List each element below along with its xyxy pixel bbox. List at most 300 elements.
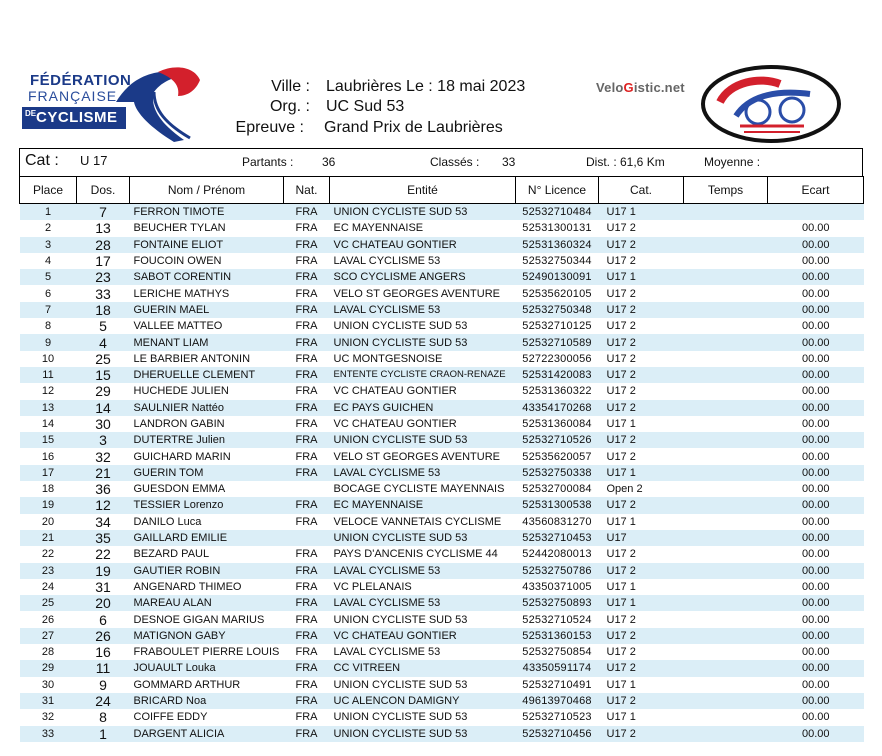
nat-cell: FRA bbox=[284, 693, 330, 709]
cat-cell: U17 1 bbox=[599, 595, 684, 611]
entite-cell: EC MAYENNAISE bbox=[330, 497, 516, 513]
cat-cell: U17 1 bbox=[606, 580, 636, 593]
name-cell: DESNOE GIGAN MARIUS bbox=[133, 613, 265, 626]
licence-cell: 52531360153 bbox=[516, 628, 599, 644]
nat-cell: FRA bbox=[284, 563, 330, 579]
cat-cell: U17 2 bbox=[599, 367, 684, 383]
ffc-logo bbox=[22, 62, 208, 144]
table-row bbox=[20, 334, 864, 350]
entite-cell: UNION CYCLISTE SUD 53 bbox=[330, 726, 516, 742]
table-row bbox=[20, 383, 864, 399]
nat-cell bbox=[284, 481, 330, 497]
name-cell: ANGENARD THIMEO bbox=[133, 580, 242, 593]
nat-cell: FRA bbox=[295, 418, 318, 430]
ecart-cell: 00.00 bbox=[768, 465, 864, 481]
entite-cell: UNION CYCLISTE SUD 53 bbox=[333, 711, 468, 724]
licence-cell: 52531360084 bbox=[522, 418, 592, 430]
temps-cell bbox=[684, 709, 768, 725]
entite-cell: SCO CYCLISME ANGERS bbox=[330, 269, 516, 285]
licence-cell: 52532750344 bbox=[522, 255, 592, 268]
entite-cell: UNION CYCLISTE SUD 53 bbox=[333, 320, 468, 333]
entite-cell: VC CHATEAU GONTIER bbox=[330, 628, 516, 644]
temps-cell bbox=[684, 383, 768, 399]
summary-bar bbox=[19, 148, 863, 176]
place-cell: 33 bbox=[20, 726, 77, 742]
epreuve-value: Grand Prix de Laubrières bbox=[324, 119, 503, 136]
cat-cell: U17 2 bbox=[599, 334, 684, 350]
place-cell: 13 bbox=[20, 400, 77, 416]
temps-cell bbox=[684, 220, 768, 236]
cat-cell: U17 2 bbox=[606, 255, 636, 268]
ecart-cell: 00.00 bbox=[768, 726, 864, 742]
results-table bbox=[19, 176, 864, 742]
cat-cell: U17 2 bbox=[606, 352, 636, 365]
ffc-swoosh-icon bbox=[114, 62, 210, 144]
ecart-cell: 00.00 bbox=[801, 548, 830, 561]
temps-cell bbox=[684, 546, 768, 562]
col-header-nom: Nom / Prénom bbox=[130, 177, 284, 204]
name-cell: SAULNIER Nattéo bbox=[130, 400, 284, 416]
table-row bbox=[20, 416, 864, 432]
name-cell: FERRON TIMOTE bbox=[130, 204, 284, 221]
dossard-cell: 31 bbox=[95, 578, 111, 595]
table-row bbox=[20, 595, 864, 611]
licence-cell: 52532750786 bbox=[516, 563, 599, 579]
name-cell: VALLEE MATTEO bbox=[133, 320, 223, 333]
dossard-cell: 26 bbox=[77, 628, 130, 644]
distance: Dist. : 61,6 Km bbox=[586, 155, 665, 169]
ecart-cell bbox=[768, 204, 864, 221]
entite-cell: LAVAL CYCLISME 53 bbox=[330, 563, 516, 579]
nat-cell: FRA bbox=[295, 255, 318, 268]
table-row bbox=[20, 302, 864, 318]
name-cell: HUCHEDE JULIEN bbox=[133, 385, 229, 398]
nat-cell: FRA bbox=[295, 711, 318, 724]
table-row bbox=[20, 204, 864, 221]
temps-cell bbox=[684, 497, 768, 513]
entite-cell: UNION CYCLISTE SUD 53 bbox=[330, 530, 516, 546]
entite-cell: UNION CYCLISTE SUD 53 bbox=[330, 334, 516, 350]
temps-cell bbox=[684, 432, 768, 448]
entite-cell: ENTENTE CYCLISTE CRAON-RENAZE bbox=[330, 367, 516, 383]
ecart-cell: 00.00 bbox=[801, 711, 830, 724]
place-cell: 14 bbox=[41, 418, 55, 430]
table-row bbox=[20, 530, 864, 546]
entite-cell: LAVAL CYCLISME 53 bbox=[330, 465, 516, 481]
nat-cell: FRA bbox=[295, 385, 318, 398]
velogistic-logo bbox=[596, 80, 685, 95]
entite-cell: VELO ST GEORGES AVENTURE bbox=[333, 287, 500, 300]
nat-cell: FRA bbox=[295, 287, 318, 300]
licence-cell: 52531300538 bbox=[516, 497, 599, 513]
name-cell: DARGENT ALICIA bbox=[130, 726, 284, 742]
table-row bbox=[20, 726, 864, 742]
ecart-cell: 00.00 bbox=[801, 450, 830, 463]
table-row bbox=[20, 448, 864, 464]
entite-cell: UNION CYCLISTE SUD 53 bbox=[333, 613, 468, 626]
nat-cell: FRA bbox=[284, 660, 330, 676]
cat-cell: U17 2 bbox=[599, 628, 684, 644]
place-cell: 4 bbox=[44, 255, 52, 268]
partants-label: Partants : bbox=[242, 155, 294, 169]
name-cell: MATIGNON GABY bbox=[130, 628, 284, 644]
name-cell: GAUTIER ROBIN bbox=[130, 563, 284, 579]
ecart-cell: 00.00 bbox=[768, 530, 864, 546]
place-cell: 9 bbox=[20, 334, 77, 350]
temps-cell bbox=[684, 677, 768, 693]
ecart-cell: 00.00 bbox=[768, 400, 864, 416]
ffc-logo-line1: FÉDÉRATION bbox=[30, 72, 132, 89]
dossard-cell: 25 bbox=[95, 350, 111, 367]
place-cell: 8 bbox=[44, 320, 52, 333]
nat-cell: FRA bbox=[284, 204, 330, 221]
dossard-cell: 15 bbox=[77, 367, 130, 383]
place-cell: 32 bbox=[41, 711, 55, 724]
nat-cell: FRA bbox=[295, 678, 318, 691]
ecart-cell: 00.00 bbox=[801, 352, 830, 365]
name-cell: BEZARD PAUL bbox=[133, 548, 210, 561]
entite-cell: LAVAL CYCLISME 53 bbox=[333, 255, 441, 268]
dossard-cell: 3 bbox=[77, 432, 130, 448]
place-cell: 27 bbox=[20, 628, 77, 644]
table-row bbox=[20, 237, 864, 253]
dossard-cell: 16 bbox=[95, 644, 111, 661]
licence-cell: 43354170268 bbox=[516, 400, 599, 416]
entite-cell: UNION CYCLISTE SUD 53 bbox=[330, 204, 516, 221]
temps-cell bbox=[684, 579, 768, 595]
ecart-cell: 00.00 bbox=[768, 302, 864, 318]
table-header-row bbox=[20, 177, 864, 204]
place-cell: 29 bbox=[20, 660, 77, 676]
licence-cell: 52531420083 bbox=[516, 367, 599, 383]
dossard-cell: 22 bbox=[95, 546, 111, 563]
licence-cell: 43350371005 bbox=[522, 580, 592, 593]
nat-cell: FRA bbox=[284, 302, 330, 318]
licence-cell: 52532710589 bbox=[516, 334, 599, 350]
dossard-cell: 17 bbox=[95, 253, 111, 270]
place-cell: 25 bbox=[20, 595, 77, 611]
org-value: UC Sud 53 bbox=[326, 98, 405, 115]
dossard-cell: 34 bbox=[95, 513, 111, 530]
dossard-cell: 35 bbox=[77, 530, 130, 546]
entite-cell: CC VITREEN bbox=[330, 660, 516, 676]
ecart-cell: 00.00 bbox=[768, 693, 864, 709]
licence-cell: 52532750893 bbox=[516, 595, 599, 611]
col-header-nat: Nat. bbox=[284, 177, 330, 204]
place-cell: 30 bbox=[41, 678, 55, 691]
name-cell: FOUCOIN OWEN bbox=[133, 255, 222, 268]
licence-cell: 52531300131 bbox=[522, 222, 592, 235]
ffc-logo-line3: CYCLISME bbox=[36, 109, 118, 126]
nat-cell: FRA bbox=[295, 646, 318, 659]
entite-cell: UC ALENCON DAMIGNY bbox=[330, 693, 516, 709]
table-row bbox=[20, 709, 864, 725]
nat-cell: FRA bbox=[284, 432, 330, 448]
licence-cell: 52532710523 bbox=[522, 711, 592, 724]
licence-cell: 52535620105 bbox=[522, 287, 592, 300]
table-row bbox=[20, 367, 864, 383]
name-cell: DHERUELLE CLEMENT bbox=[130, 367, 284, 383]
cat-cell: U17 2 bbox=[599, 302, 684, 318]
table-row bbox=[20, 563, 864, 579]
cat-value: U 17 bbox=[80, 153, 108, 168]
nat-cell: FRA bbox=[295, 580, 318, 593]
ecart-cell: 00.00 bbox=[801, 222, 830, 235]
ffc-logo-de: DE bbox=[25, 109, 37, 118]
name-cell: MAREAU ALAN bbox=[130, 595, 284, 611]
nat-cell: FRA bbox=[284, 367, 330, 383]
place-cell: 3 bbox=[20, 237, 77, 253]
licence-cell: 43350591174 bbox=[516, 660, 599, 676]
entite-cell: VC CHATEAU GONTIER bbox=[330, 237, 516, 253]
table-row bbox=[20, 253, 864, 269]
licence-cell: 52532710524 bbox=[522, 613, 592, 626]
cat-label: Cat : bbox=[25, 152, 59, 169]
name-cell: JOUAULT Louka bbox=[130, 660, 284, 676]
col-header-place: Place bbox=[20, 177, 77, 204]
table-row bbox=[20, 465, 864, 481]
name-cell: SABOT CORENTIN bbox=[130, 269, 284, 285]
table-row bbox=[20, 497, 864, 513]
place-cell: 22 bbox=[41, 548, 55, 561]
cat-cell: U17 2 bbox=[606, 548, 636, 561]
table-row bbox=[20, 400, 864, 416]
dossard-cell: 32 bbox=[95, 448, 111, 465]
col-header-ecart: Ecart bbox=[768, 177, 864, 204]
place-cell: 12 bbox=[41, 385, 55, 398]
nat-cell: FRA bbox=[284, 237, 330, 253]
name-cell: MENANT LIAM bbox=[130, 334, 284, 350]
name-cell: TESSIER Lorenzo bbox=[130, 497, 284, 513]
entite-cell: EC PAYS GUICHEN bbox=[330, 400, 516, 416]
entite-cell: UNION CYCLISTE SUD 53 bbox=[333, 678, 468, 691]
partants-value: 36 bbox=[322, 155, 336, 169]
ecart-cell: 00.00 bbox=[768, 595, 864, 611]
table-row bbox=[20, 514, 864, 530]
name-cell: COIFFE EDDY bbox=[133, 711, 208, 724]
ffc-logo-line2: FRANÇAISE bbox=[28, 88, 118, 104]
table-row bbox=[20, 285, 864, 301]
dossard-cell: 28 bbox=[77, 237, 130, 253]
ecart-cell: 00.00 bbox=[801, 418, 830, 430]
place-cell: 5 bbox=[20, 269, 77, 285]
table-row bbox=[20, 351, 864, 367]
place-cell: 16 bbox=[41, 450, 55, 463]
ecart-cell: 00.00 bbox=[768, 628, 864, 644]
temps-cell bbox=[684, 481, 768, 497]
name-cell: LANDRON GABIN bbox=[133, 418, 225, 430]
cat-cell: Open 2 bbox=[606, 483, 643, 496]
name-cell: DANILO Luca bbox=[133, 515, 202, 528]
temps-cell bbox=[684, 563, 768, 579]
entite-cell: UNION CYCLISTE SUD 53 bbox=[330, 432, 516, 448]
temps-cell bbox=[684, 416, 768, 432]
place-cell: 23 bbox=[20, 563, 77, 579]
name-cell: FRABOULET PIERRE LOUIS bbox=[133, 646, 280, 659]
ecart-cell: 00.00 bbox=[801, 580, 830, 593]
licence-cell: 52531360324 bbox=[516, 237, 599, 253]
nat-cell: FRA bbox=[284, 400, 330, 416]
entite-cell: VELOCE VANNETAIS CYCLISME bbox=[333, 515, 502, 528]
place-cell: 2 bbox=[44, 222, 52, 235]
dossard-cell: 11 bbox=[77, 660, 130, 676]
temps-cell bbox=[684, 285, 768, 301]
licence-cell: 52531360322 bbox=[522, 385, 592, 398]
ecart-cell: 00.00 bbox=[801, 287, 830, 300]
entite-cell: VC CHATEAU GONTIER bbox=[333, 418, 457, 430]
epreuve-label: Epreuve : bbox=[235, 119, 304, 136]
table-row bbox=[20, 677, 864, 693]
temps-cell bbox=[684, 644, 768, 660]
licence-cell: 52532710456 bbox=[516, 726, 599, 742]
name-cell: GOMMARD ARTHUR bbox=[133, 678, 241, 691]
velogistic-part-a: Velo bbox=[596, 80, 624, 95]
dossard-cell: 30 bbox=[95, 416, 111, 432]
place-cell: 15 bbox=[20, 432, 77, 448]
col-header-temps: Temps bbox=[684, 177, 768, 204]
licence-cell: 49613970468 bbox=[516, 693, 599, 709]
place-cell: 20 bbox=[41, 515, 55, 528]
temps-cell bbox=[684, 400, 768, 416]
cat-cell: U17 2 bbox=[606, 320, 636, 333]
temps-cell bbox=[684, 611, 768, 627]
cat-cell: U17 2 bbox=[599, 497, 684, 513]
table-row bbox=[20, 693, 864, 709]
nat-cell: FRA bbox=[284, 497, 330, 513]
name-cell: BRICARD Noa bbox=[130, 693, 284, 709]
cat-cell: U17 2 bbox=[599, 563, 684, 579]
licence-cell: 52532710125 bbox=[522, 320, 592, 333]
dossard-cell: 33 bbox=[95, 285, 111, 302]
nat-cell: FRA bbox=[295, 450, 318, 463]
name-cell: GAILLARD EMILIE bbox=[130, 530, 284, 546]
licence-cell: 52722300056 bbox=[522, 352, 592, 365]
entite-cell: VC CHATEAU GONTIER bbox=[333, 385, 457, 398]
org-label: Org. : bbox=[269, 98, 310, 115]
dossard-cell: 18 bbox=[77, 302, 130, 318]
nat-cell: FRA bbox=[284, 726, 330, 742]
table-row bbox=[20, 269, 864, 285]
cat-cell: U17 2 bbox=[606, 385, 636, 398]
dossard-cell: 5 bbox=[99, 318, 107, 335]
ecart-cell: 00.00 bbox=[801, 515, 830, 528]
place-cell: 31 bbox=[20, 693, 77, 709]
nat-cell: FRA bbox=[295, 320, 318, 333]
ecart-cell: 00.00 bbox=[801, 385, 830, 398]
table-row bbox=[20, 318, 864, 334]
place-cell: 21 bbox=[20, 530, 77, 546]
ecart-cell: 00.00 bbox=[768, 497, 864, 513]
licence-cell: 52532750854 bbox=[522, 646, 592, 659]
cat-cell: U17 1 bbox=[599, 465, 684, 481]
licence-cell: 52490130091 bbox=[516, 269, 599, 285]
name-cell: GUERIN TOM bbox=[130, 465, 284, 481]
dossard-cell: 29 bbox=[95, 383, 111, 400]
nat-cell: FRA bbox=[295, 515, 318, 528]
dossard-cell: 21 bbox=[77, 465, 130, 481]
col-header-cat: Cat. bbox=[599, 177, 684, 204]
cat-cell: U17 bbox=[599, 530, 684, 546]
entite-cell: PAYS D'ANCENIS CYCLISME 44 bbox=[333, 548, 498, 561]
dossard-cell: 24 bbox=[77, 693, 130, 709]
temps-cell bbox=[684, 660, 768, 676]
name-cell: GUESDON EMMA bbox=[133, 483, 226, 496]
temps-cell bbox=[684, 628, 768, 644]
place-cell: 28 bbox=[41, 646, 55, 659]
temps-cell bbox=[684, 204, 768, 221]
dossard-cell: 4 bbox=[77, 334, 130, 350]
cat-cell: U17 1 bbox=[606, 418, 636, 430]
name-cell: LE BARBIER ANTONIN bbox=[133, 352, 251, 365]
table-row bbox=[20, 432, 864, 448]
ecart-cell: 00.00 bbox=[801, 613, 830, 626]
temps-cell bbox=[684, 448, 768, 464]
dossard-cell: 13 bbox=[95, 220, 111, 237]
cat-cell: U17 2 bbox=[606, 222, 636, 235]
velogistic-part-b: G bbox=[623, 80, 634, 95]
entite-cell: LAVAL CYCLISME 53 bbox=[333, 646, 441, 659]
ecart-cell: 00.00 bbox=[768, 660, 864, 676]
cat-cell: U17 2 bbox=[606, 613, 636, 626]
cat-cell: U17 1 bbox=[599, 204, 684, 221]
dossard-cell: 19 bbox=[77, 563, 130, 579]
club-logo-icon bbox=[700, 64, 842, 144]
temps-cell bbox=[684, 465, 768, 481]
temps-cell bbox=[684, 367, 768, 383]
nat-cell: FRA bbox=[284, 465, 330, 481]
place-cell: 18 bbox=[41, 483, 55, 496]
temps-cell bbox=[684, 726, 768, 742]
place-cell: 11 bbox=[20, 367, 77, 383]
licence-cell: 52532710484 bbox=[516, 204, 599, 221]
name-cell: BEUCHER TYLAN bbox=[133, 222, 226, 235]
ecart-cell: 00.00 bbox=[801, 320, 830, 333]
velogistic-part-c: istic.net bbox=[633, 80, 685, 95]
nat-cell: FRA bbox=[284, 628, 330, 644]
place-cell: 7 bbox=[20, 302, 77, 318]
nat-cell: FRA bbox=[284, 595, 330, 611]
name-cell: FONTAINE ELIOT bbox=[130, 237, 284, 253]
ecart-cell: 00.00 bbox=[768, 334, 864, 350]
dossard-cell: 7 bbox=[77, 204, 130, 221]
cat-cell: U17 2 bbox=[606, 450, 636, 463]
ville-label: Ville : bbox=[271, 78, 310, 95]
ecart-cell: 00.00 bbox=[801, 255, 830, 268]
ville-value: Laubrières Le : 18 mai 2023 bbox=[326, 78, 526, 95]
temps-cell bbox=[684, 253, 768, 269]
licence-cell: 52532710491 bbox=[522, 678, 592, 691]
dossard-cell: 14 bbox=[77, 400, 130, 416]
dossard-cell: 1 bbox=[77, 726, 130, 742]
cat-cell: U17 1 bbox=[599, 269, 684, 285]
table-row bbox=[20, 628, 864, 644]
nat-cell: FRA bbox=[295, 352, 318, 365]
col-header-licence: N° Licence bbox=[516, 177, 599, 204]
licence-cell: 52532750338 bbox=[516, 465, 599, 481]
entite-cell: LAVAL CYCLISME 53 bbox=[330, 595, 516, 611]
entite-cell: VELO ST GEORGES AVENTURE bbox=[333, 450, 500, 463]
nat-cell bbox=[284, 530, 330, 546]
table-row bbox=[20, 546, 864, 562]
licence-cell: 43560831270 bbox=[522, 515, 592, 528]
place-cell: 19 bbox=[20, 497, 77, 513]
results-body bbox=[20, 204, 864, 742]
col-header-entite: Entité bbox=[330, 177, 516, 204]
place-cell: 10 bbox=[41, 352, 55, 365]
table-row bbox=[20, 660, 864, 676]
cat-cell: U17 1 bbox=[606, 678, 636, 691]
entite-cell: VC PLELANAIS bbox=[333, 580, 412, 593]
